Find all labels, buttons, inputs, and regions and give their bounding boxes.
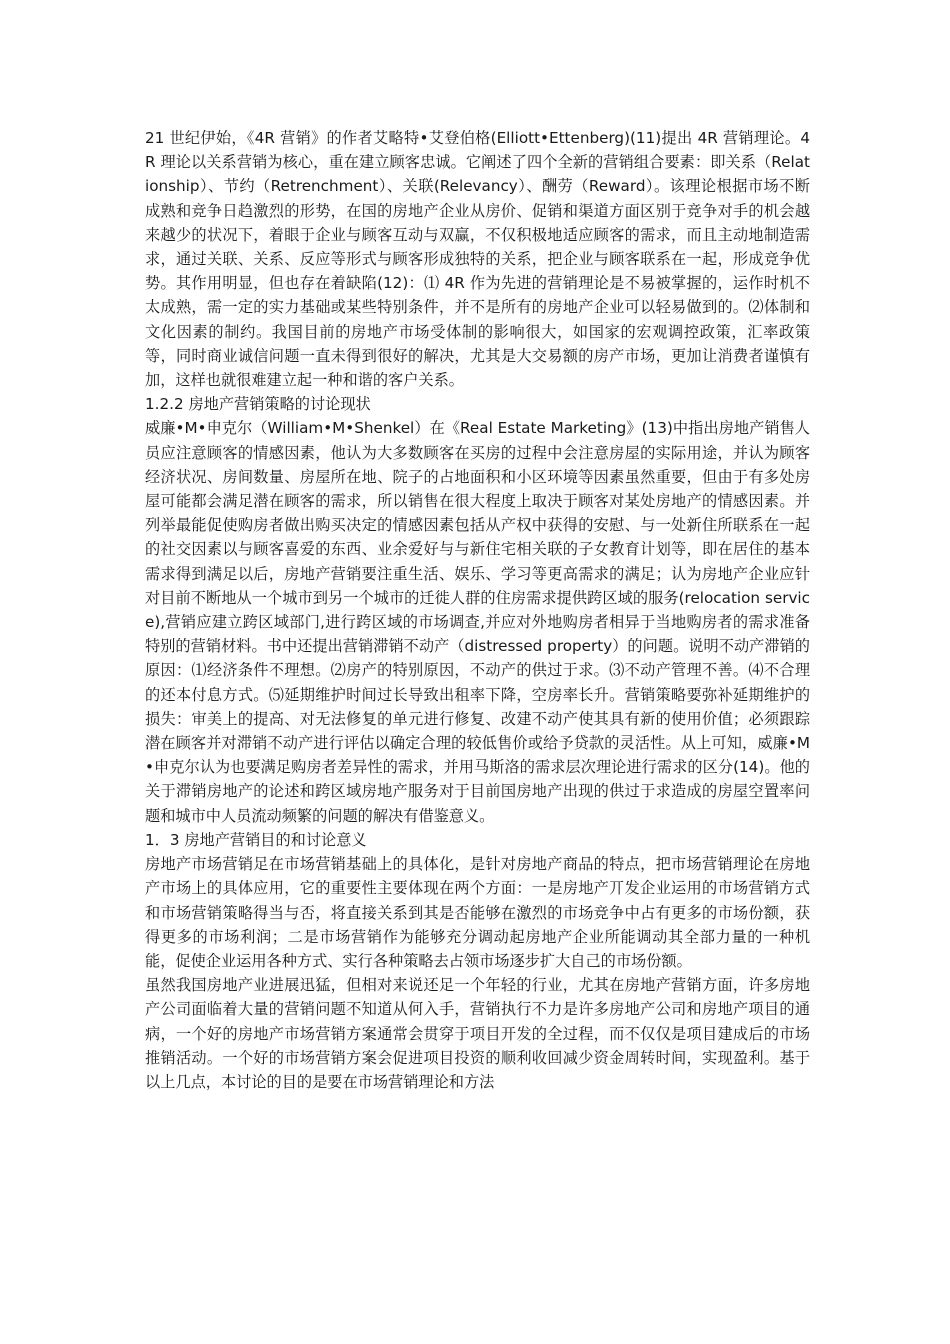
section-heading-1-3: 1．3 房地产营销目的和讨论意义 <box>145 830 367 849</box>
document-body <box>145 126 810 1094</box>
paragraph-4r-theory: 21 世纪伊始，《4R 营销》的作者艾略特•艾登伯格(Elliott•Ettenberg)(11)提出 4R 营销理论。4R 理论以关系营销为核心，重在建立顾客忠诚。它阐述了四个全新的营销组合要素：即关系（Relationship）、节约（Retrenchment）、关联(Relevancy）、酬劳（Reward）。该理论根据市场不断成熟和竞争日趋激烈的形势，在国的房地产企业从房价、促销和渠道方面区别于竞争对手的机会越来越少的状况下，着眼于企业与顾客互动与双赢，不仅积极地适应顾客的需求，而且主动地制造需求，通过关联、关系、反应等形式与顾客形成独特的关系，把企业与顾客联系在一起，形成竞争优势。其作用明显，但也存在着缺陷(12)：⑴ 4R 作为先进的营销理论是不易被掌握的，运作时机不太成熟，需一定的实力基础或某些特别条件，并不是所有的房地产企业可以轻易做到的。⑵体制和文化因素的制约。我国目前的房地产市场受体制的影响很大，如国家的宏观调控政策，汇率政策等，同时商业诚信问题一直未得到很好的解决，尤其是大交易额的房产市场，更加让消费者谨慎有加，这样也就很难建立起一种和谐的客户关系。 <box>145 129 810 390</box>
paragraph-research-significance: 虽然我国房地产业进展迅猛，但相对来说还足一个年轻的行业，尤其在房地产营销方面，许多房地产公司面临着大量的营销问题不知道从何入手，营销执行不力是许多房地产公司和房地产项目的通病，一个好的房地产市场营销方案通常会贯穿于项目开发的全过程，而不仅仅是项目建成后的市场推销活动。一个好的市场营销方案会促进项目投资的顺利收回减少资金周转时间，实现盈利。基于以上几点，本讨论的目的是要在市场营销理论和方法 <box>145 976 810 1091</box>
paragraph-shenkel: 威廉•M•申克尔（William•M•Shenkel）在《Real Estate Marketing》(13)中指出房地产销售人员应注意顾客的情感因素，他认为大多数顾客在买房的过程中会注意房屋的实际用途，并认为顾客经济状况、房间数量、房屋所在地、院子的占地面积和小区环境等因素虽然重要，但由于有多处房屋可能都会满足潜在顾客的需求，所以销售在很大程度上取决于顾客对某处房地产的情感因素。并列举最能促使购房者做出购买决定的情感因素包括从产权中获得的安慰、与一处新住所联系在一起的社交因素以与顾客喜爱的东西、业余爱好与与新住宅相关联的子女教育计划等，即在居住的基本需求得到满足以后，房地产营销要注重生活、娱乐、学习等更高需求的满足；认为房地产企业应针对目前不断地从一个城市到另一个城市的迁徙人群的住房需求提供跨区域的服务(relocation service),营销应建立跨区域部门,进行跨区域的市场调查,并应对外地购房者相异于当地购房者的需求准备特别的营销材料。书中还提出营销滞销不动产（distressed property）的问题。说明不动产滞销的原因：⑴经济条件不理想。⑵房产的特别原因，不动产的供过于求。⑶不动产管理不善。⑷不合理的还本付息方式。⑸延期维护时间过长导致出租率下降，空房率长升。营销策略要弥补延期维护的损失：审美上的提高、对无法修复的单元进行修复、改建不动产使其具有新的使用价值；必须跟踪潜在顾客并对滞销不动产进行评估以确定合理的较低售价或给予贷款的灵活性。从上可知，威廉•M•申克尔认为也要满足购房者差异性的需求，并用马斯洛的需求层次理论进行需求的区分(14)。他的关于滞销房地产的论述和跨区域房地产服务对于目前国房地产出现的供过于求造成的房屋空置率问题和城市中人员流动频繁的问题的解决有借鉴意义。 <box>145 419 810 825</box>
paragraph-marketing-purpose: 房地产市场营销足在市场营销基础上的具体化，是针对房地产商品的特点，把市场营销理论在房地产市场上的具体应用，它的重要性主要体现在两个方面：一是房地产丌发企业运用的市场营销方式和市场营销策略得当与否，将直接关系到其是否能够在激烈的市场竞争中占有更多的市场份额，获得更多的市场利润；二是市场营销作为能够充分调动起房地产企业所能调动其全部力量的一种机能，促使企业运用各种方式、实行各种策略去占领市场逐步扩大自己的市场份额。 <box>145 855 810 970</box>
section-heading-1-2-2: 1.2.2 房地产营销策略的讨论现状 <box>145 395 371 414</box>
